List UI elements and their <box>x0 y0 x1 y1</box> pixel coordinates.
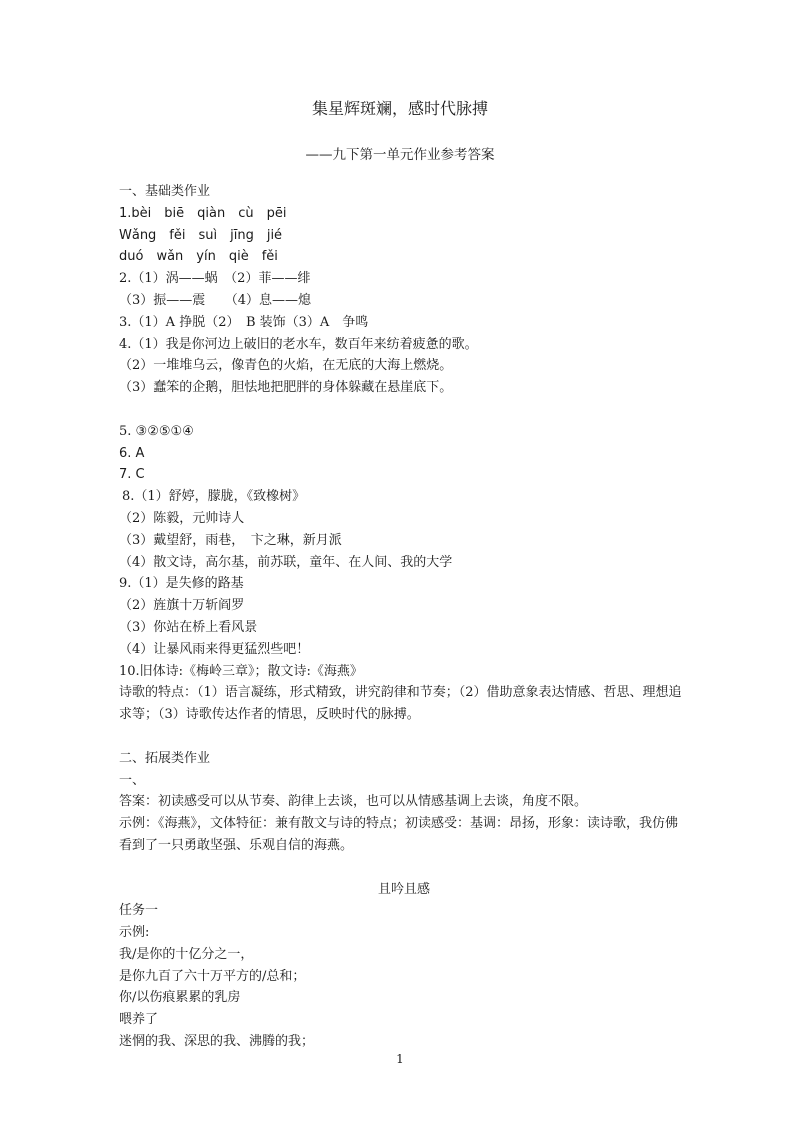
section-heading: 二、拓展类作业 <box>119 750 211 766</box>
answer-line: 3.（1）A 挣脱（2） B 装饰（3）A 争鸣 <box>119 314 369 330</box>
section-heading: 一、基础类作业 <box>119 184 211 199</box>
answer-line: 5. ③②⑤①④ <box>119 423 194 439</box>
spacer <box>119 726 689 748</box>
answer-line: （2）旌旗十万斩阎罗 <box>119 598 245 614</box>
answer-line: （2）一堆堆乌云，像青色的火焰，在无底的大海上燃烧。 <box>119 358 453 374</box>
answer-line: （3）振——震 （4）息——熄 <box>119 292 312 308</box>
answer-line: 2.（1）涡——蜗 （2）菲——绯 <box>119 271 311 287</box>
answer-line: （2）陈毅，元帅诗人 <box>119 510 245 526</box>
answer-line: 7. C <box>119 467 145 483</box>
poem-features-paragraph: 诗歌的特点：（1）语言凝练，形式精致，讲究韵律和节奏；（2）借助意象表达情感、哲思、理想追求等；（3）诗歌传达作者的情思，反映时代的脉搏。 <box>119 685 682 723</box>
spacer <box>119 399 689 421</box>
document-subtitle: ——九下第一单元作业参考答案 <box>305 147 495 163</box>
example-paragraph: 示例：《海燕》，文体特征：兼有散文与诗的特点；初读感受：基调：昂扬，形象：读诗歌，我仿佛看到了一只勇敢坚强、乐观自信的海燕。 <box>119 816 679 853</box>
answer-line: （4）让暴风雨来得更猛烈些吧！ <box>119 641 310 657</box>
subsection-number: 一、 <box>119 772 146 788</box>
answer-line: 4.（1）我是你河边上破旧的老水车，数百年来纺着疲惫的歌。 <box>119 336 478 352</box>
page-number: 1 <box>396 1052 404 1066</box>
answer-line: （4）散文诗，高尔基，前苏联，童年、在人间、我的大学 <box>119 554 453 570</box>
task-line: 任务一 <box>119 903 159 919</box>
poem-line: 我/是你的十亿分之一， <box>119 946 254 962</box>
answer-paragraph: 答案：初读感受可以从节奏、韵律上去谈，也可以从情感基调上去谈，角度不限。 <box>119 794 588 810</box>
answer-line: 10.旧体诗:《梅岭三章》；散文诗:《海燕》 <box>119 663 363 679</box>
poem-section-title: 且吟且感 <box>377 881 430 897</box>
document-title: 集星辉斑斓，感时代脉搏 <box>311 99 488 118</box>
document-body <box>119 181 689 1053</box>
answer-line: （3）戴望舒，雨巷， 卞之琳，新月派 <box>119 532 342 548</box>
answer-line: 8.（1）舒婷，朦胧，《致橡树》 <box>122 489 306 505</box>
answer-line: 6. A <box>119 445 145 461</box>
answer-line: 1.bèi biē qiàn cù pēi <box>119 205 287 221</box>
answer-line: Wǎng fěi suì jīng jié <box>119 227 283 243</box>
poem-line: 你/以伤痕累累的乳房 <box>119 990 241 1006</box>
answer-line: （3）蠢笨的企鹅，胆怯地把肥胖的身体躲藏在悬崖底下。 <box>119 380 453 396</box>
task-line: 示例: <box>119 925 150 941</box>
spacer <box>119 857 689 879</box>
answer-line: 9.（1）是失修的路基 <box>119 576 244 592</box>
poem-line: 喂养了 <box>119 1012 159 1028</box>
answer-line: （3）你站在桥上看风景 <box>119 619 258 635</box>
poem-line: 迷惘的我、深思的我、沸腾的我； <box>119 1034 315 1050</box>
answer-line: duó wǎn yín qiè fěi <box>119 249 278 265</box>
poem-line: 是你九百了六十万平方的/总和； <box>119 968 306 984</box>
